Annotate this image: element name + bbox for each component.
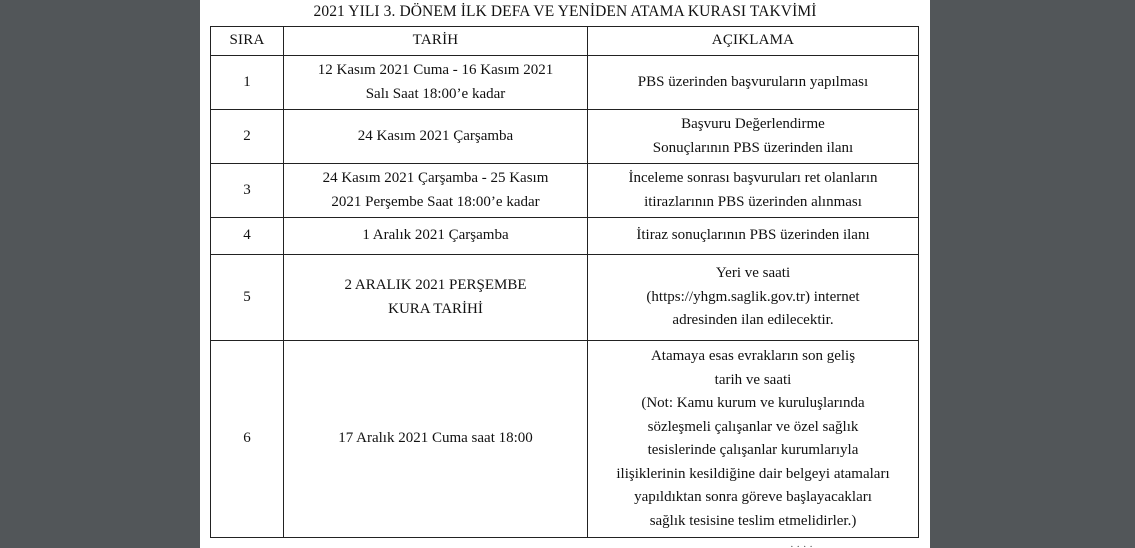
tarih-line: 17 Aralık 2021 Cuma saat 18:00 (338, 430, 533, 447)
cell-aciklama (588, 255, 919, 341)
cell-tarih (284, 341, 588, 538)
schedule-table (210, 26, 919, 538)
table-header-row (211, 27, 919, 56)
cell-tarih (284, 110, 588, 164)
tarih-line: 24 Kasım 2021 Çarşamba - 25 Kasım (322, 170, 549, 186)
cell-sira: 6 (211, 341, 284, 538)
aciklama-line: sağlık tesisine teslim etmelidirler.) (649, 512, 857, 529)
cell-sira: 5 (211, 255, 284, 341)
cell-aciklama (588, 110, 919, 164)
cell-sira: 1 (211, 56, 284, 110)
cell-aciklama (588, 341, 919, 538)
cell-aciklama (588, 218, 919, 255)
aciklama-line: sözleşmeli çalışanlar ve özel sağlık (647, 418, 859, 435)
table-row (211, 164, 919, 218)
cell-sira: 4 (211, 218, 284, 255)
aciklama-line: Atamaya esas evrakların son geliş (650, 348, 856, 364)
tarih-line: Salı Saat 18:00’e kadar (365, 85, 506, 102)
tarih-line: 2021 Perşembe Saat 18:00’e kadar (331, 193, 540, 210)
aciklama-line: Başvuru Değerlendirme (681, 116, 825, 132)
cell-aciklama (588, 56, 919, 110)
table-body (211, 56, 919, 538)
table-row (211, 218, 919, 255)
cell-aciklama (588, 164, 919, 218)
aciklama-line: yapıldıktan sonra göreve başlayacakları (634, 489, 872, 505)
document-page (200, 0, 930, 548)
cell-tarih (284, 56, 588, 110)
aciklama-line: adresinden ilan edilecektir. (672, 312, 834, 329)
tarih-line: 24 Kasım 2021 Çarşamba (357, 127, 514, 144)
aciklama-line: PBS üzerinden başvuruların yapılması (637, 73, 869, 90)
aciklama-line: İtiraz sonuçlarının PBS üzerinden ilanı (636, 227, 870, 244)
aciklama-line: Yeri ve saati (715, 265, 791, 282)
header-aciklama: AÇIKLAMA (588, 27, 919, 56)
cell-sira: 3 (211, 164, 284, 218)
table-row (211, 255, 919, 341)
tarih-line: 1 Aralık 2021 Çarşamba (362, 227, 509, 244)
tarih-line: 12 Kasım 2021 Cuma - 16 Kasım 2021 (317, 62, 554, 78)
aciklama-line: ilişiklerinin kesildiğine dair belgeyi atamaları (616, 465, 890, 482)
aciklama-line: itirazlarının PBS üzerinden alınması (644, 193, 862, 210)
table-row (211, 110, 919, 164)
cell-tarih (284, 255, 588, 341)
table-row (211, 341, 919, 538)
aciklama-line: İnceleme sonrası başvuruları ret olanların (628, 170, 878, 186)
tarih-line: KURA TARİHİ (388, 300, 483, 317)
tarih-line: 2 ARALIK 2021 PERŞEMBE (344, 277, 527, 293)
cell-tarih (284, 164, 588, 218)
aciklama-line: tarih ve saati (714, 371, 792, 388)
footer-fragment: · · · · (790, 541, 813, 548)
header-sira: SIRA (211, 27, 284, 56)
aciklama-line: Sonuçlarının PBS üzerinden ilanı (652, 139, 854, 156)
aciklama-line: tesislerinde çalışanlar kurumlarıyla (647, 442, 859, 458)
table-row (211, 56, 919, 110)
aciklama-line: (Not: Kamu kurum ve kuruluşlarında (641, 395, 865, 411)
cell-tarih (284, 218, 588, 255)
cell-sira: 2 (211, 110, 284, 164)
header-tarih: TARİH (284, 27, 588, 56)
aciklama-line: (https://yhgm.saglik.gov.tr) internet (646, 288, 860, 305)
document-title: 2021 YILI 3. DÖNEM İLK DEFA VE YENİDEN ATAMA KURASI TAKVİMİ (313, 3, 817, 20)
